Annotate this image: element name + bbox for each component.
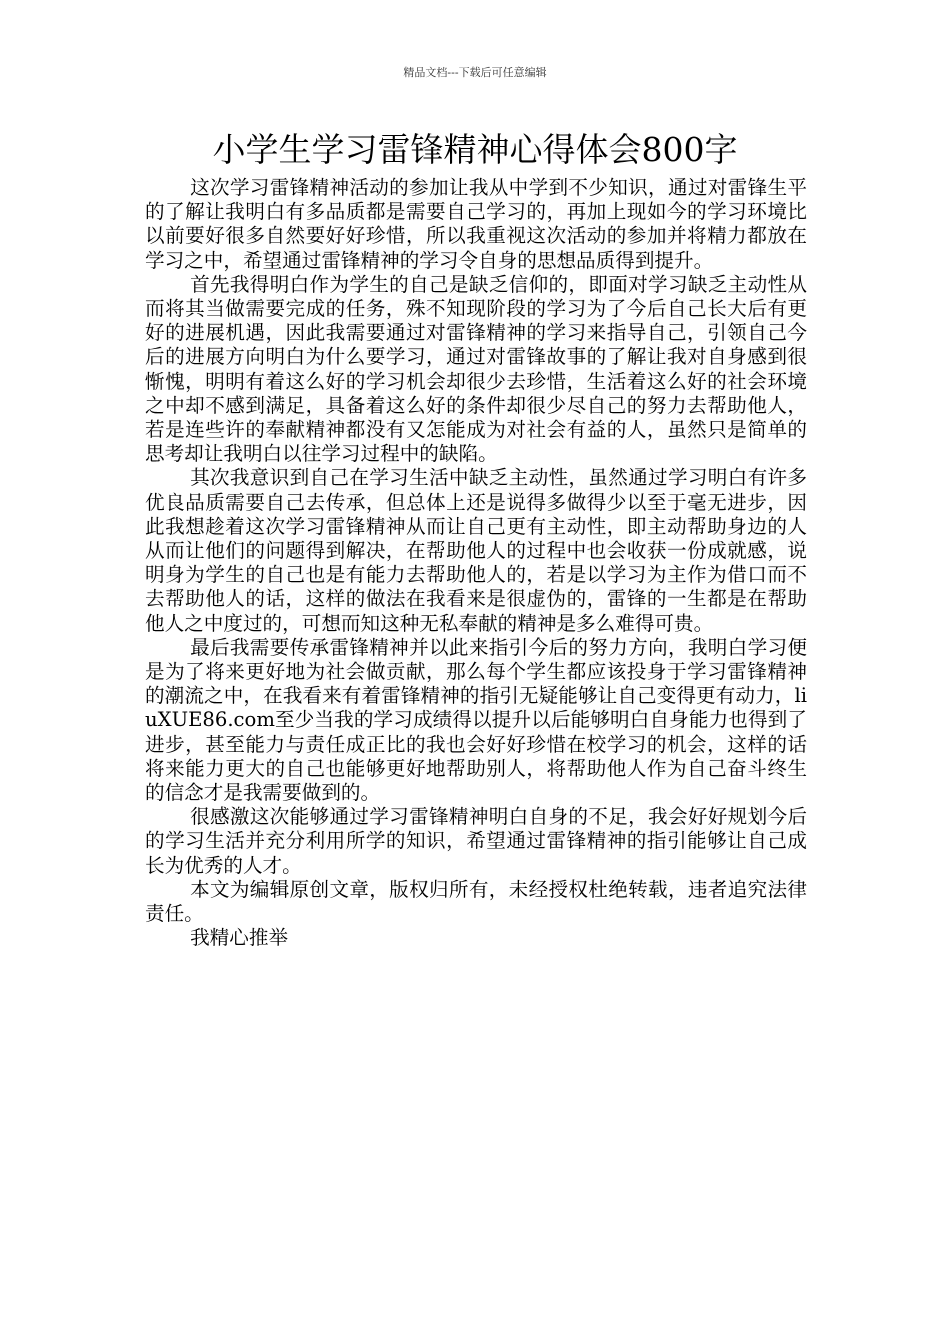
paragraph: 我精心推举 <box>190 926 289 950</box>
paragraph: 这次学习雷锋精神活动的参加让我从中学到不少知识，通过对雷锋生平的了解让我明白有多品质都是需要自己学习的，再加上现如今的学习环境比以前要好很多自然要好好珍惜，所以我重视这次活动的参加并将精力都放在学习之中，希望通过雷锋精神的学习令自身的思想品质得到提升。 <box>145 176 807 272</box>
paragraph: 本文为编辑原创文章，版权归所有，未经授权杜绝转载，违者追究法律责任。 <box>145 877 807 926</box>
paragraph: 首先我得明白作为学生的自己是缺乏信仰的，即面对学习缺乏主动性从而将其当做需要完成的任务，殊不知现阶段的学习为了今后自己长大后有更好的进展机遇，因此我需要通过对雷锋精神的学习来指导自己，引领自己今后的进展方向明白为什么要学习，通过对雷锋故事的了解让我对自身感到很惭愧，明明有着这么好的学习机会却很少去珍惜，生活着这么好的社会环境之中却不感到满足，具备着这么好的条件却很少尽自己的努力去帮助他人，若是连些许的奉献精神都没有又怎能成为对社会有益的人，虽然只是简单的思考却让我明白以往学习过程中的缺陷。 <box>145 272 807 466</box>
page-header: 精品文档---下载后可任意编辑 <box>403 66 547 79</box>
document-body <box>145 176 807 951</box>
paragraph: 很感激这次能够通过学习雷锋精神明白自身的不足，我会好好规划今后的学习生活并充分利用所学的知识，希望通过雷锋精神的指引能够让自己成长为优秀的人才。 <box>145 805 807 877</box>
paragraph: 其次我意识到自己在学习生活中缺乏主动性，虽然通过学习明白有许多优良品质需要自己去传承，但总体上还是说得多做得少以至于毫无进步，因此我想趁着这次学习雷锋精神从而让自己更有主动性，即主动帮助身边的人从而让他们的问题得到解决，在帮助他人的过程中也会收获一份成就感，说明身为学生的自己也是有能力去帮助他人的，若是以学习为主作为借口而不去帮助他人的话，这样的做法在我看来是很虚伪的，雷锋的一生都是在帮助他人之中度过的，可想而知这种无私奉献的精神是多么难得可贵。 <box>145 466 807 635</box>
document-title: 小学生学习雷锋精神心得体会800字 <box>212 130 738 169</box>
paragraph: 最后我需要传承雷锋精神并以此来指引今后的努力方向，我明白学习便是为了将来更好地为社会做贡献，那么每个学生都应该投身于学习雷锋精神的潮流之中，在我看来有着雷锋精神的指引无疑能够让自己变得更有动力，liuXUE86.com至少当我的学习成绩得以提升以后能够明白自身能力也得到了进步，甚至能力与责任成正比的我也会好好珍惜在校学习的机会，这样的话将来能力更大的自己也能够更好地帮助别人，将帮助他人作为自己奋斗终生的信念才是我需要做到的。 <box>145 635 807 805</box>
